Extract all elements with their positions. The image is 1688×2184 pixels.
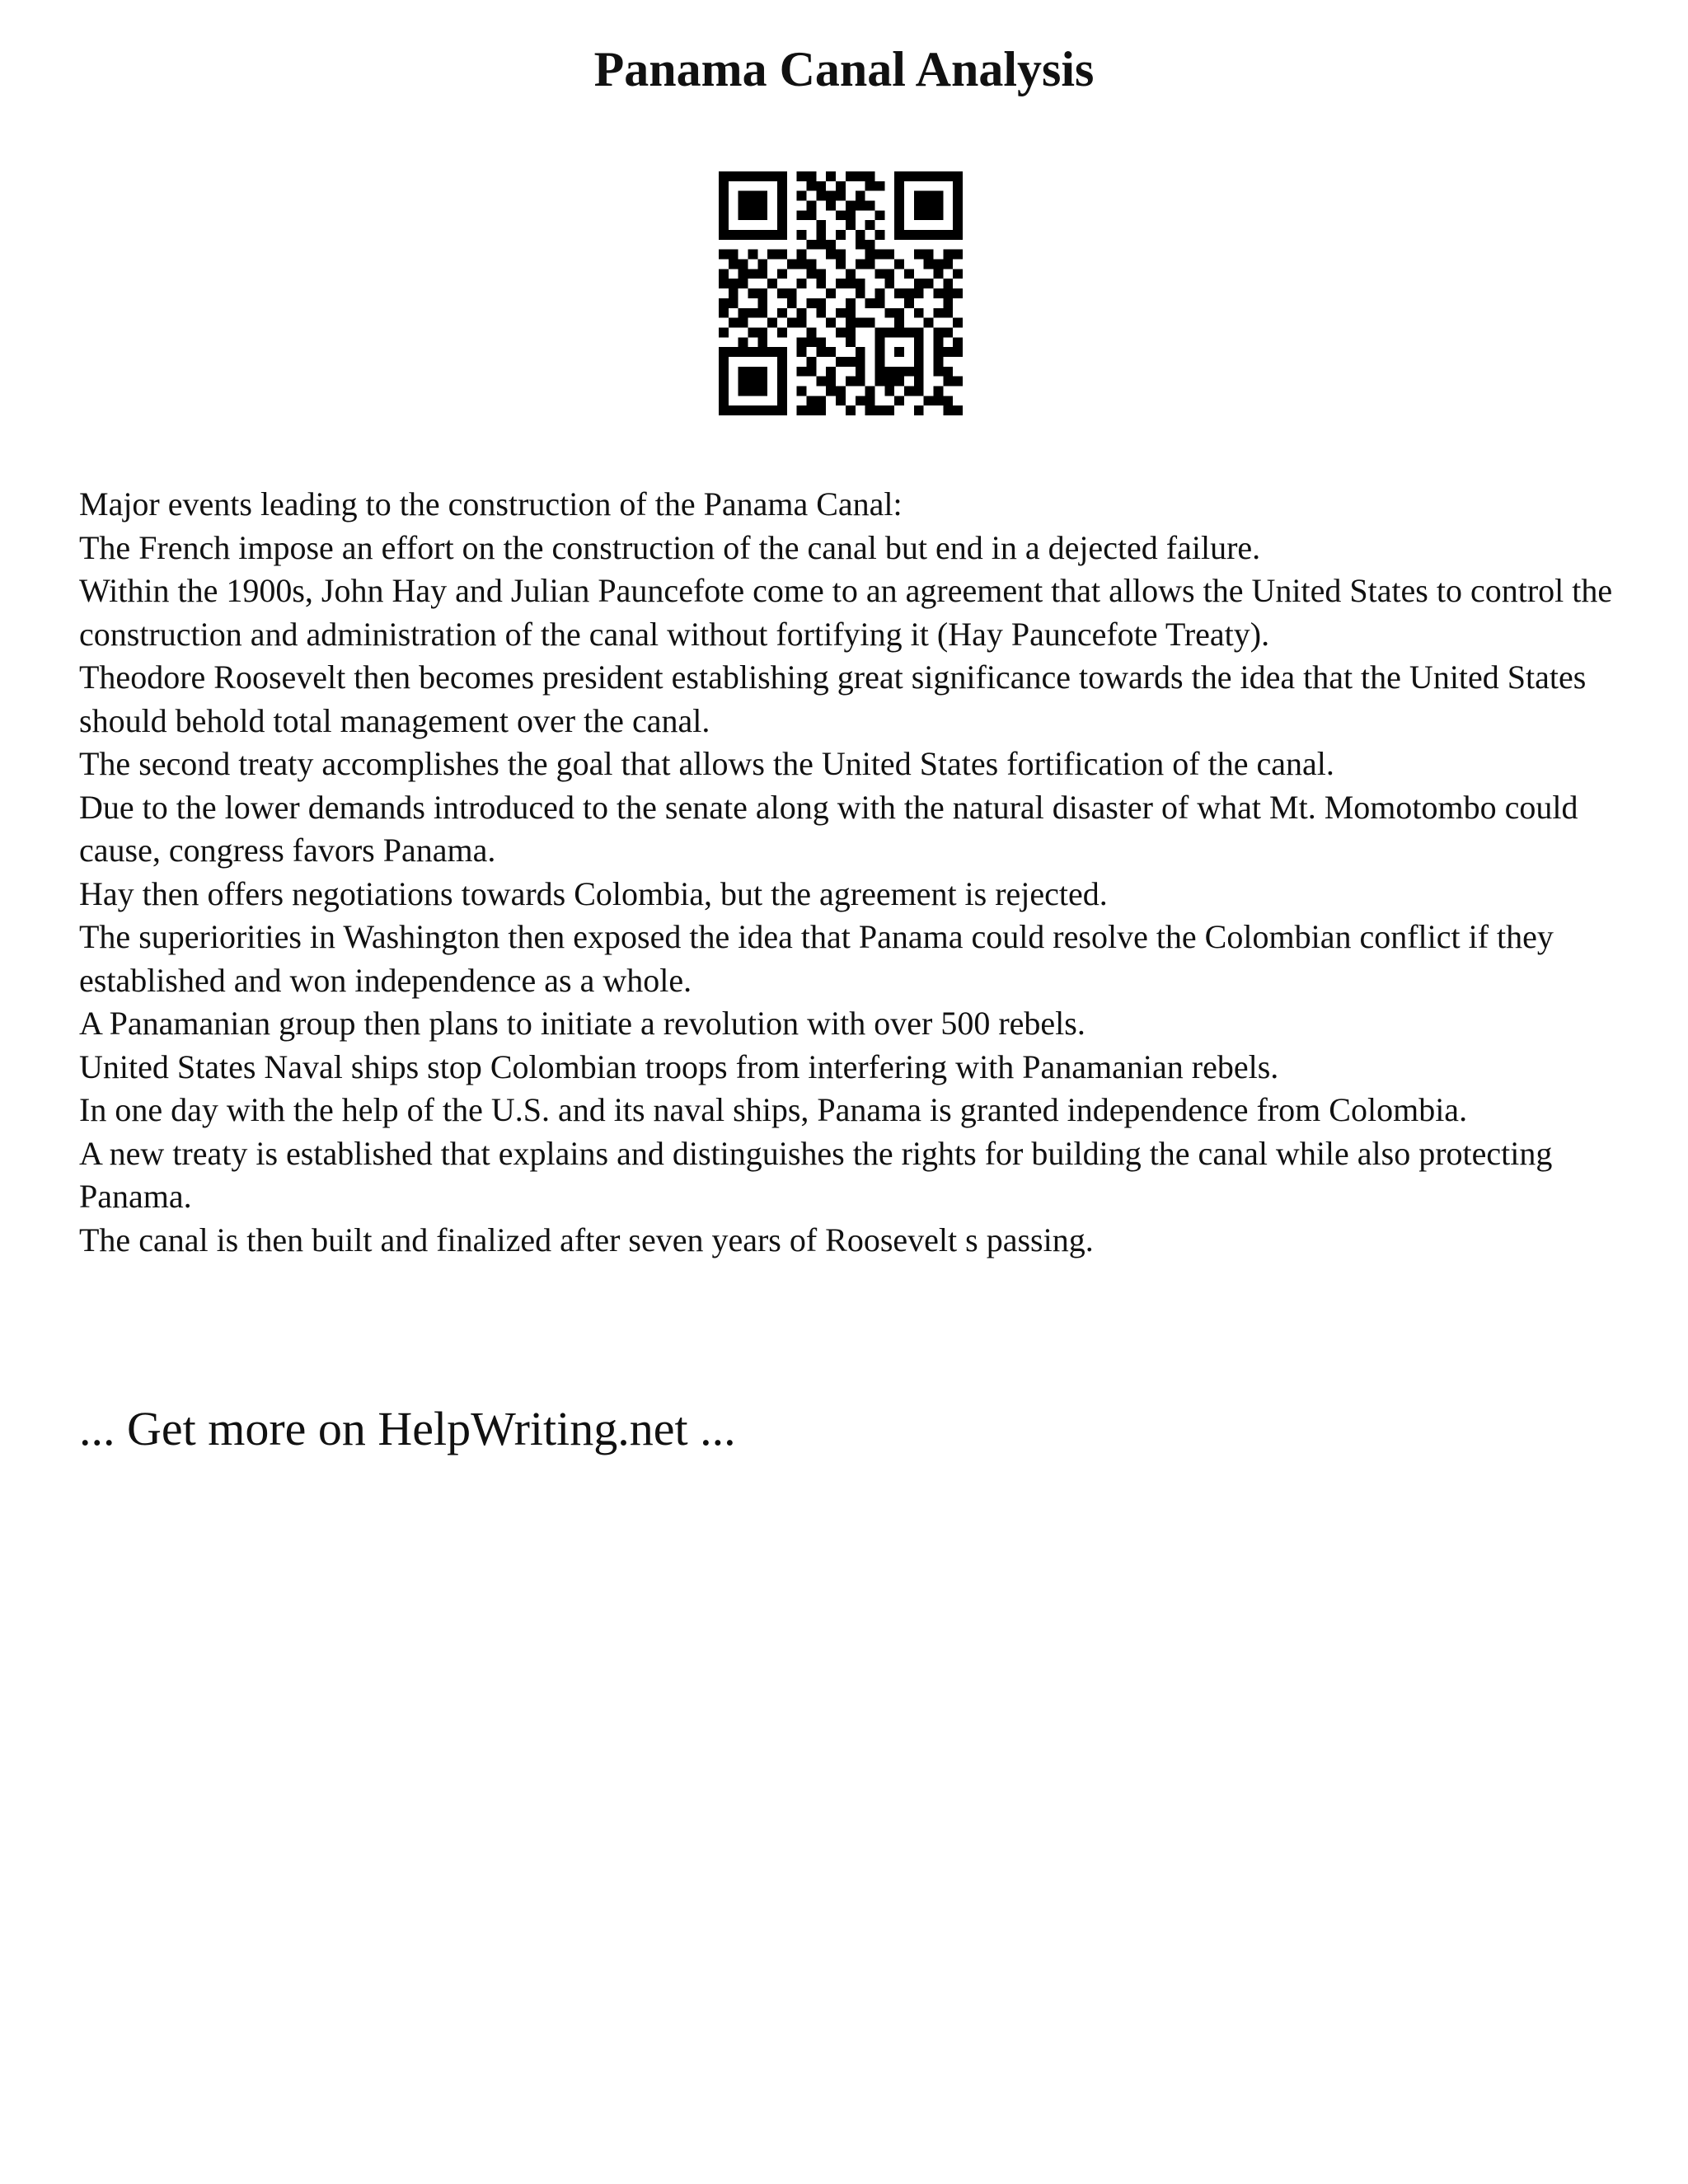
paragraph: Major events leading to the construction of the Panama Canal: [79,485,903,523]
qr-code-icon [719,171,963,415]
paragraph: The French impose an effort on the construction of the canal but end in a dejected failure. [79,528,1261,566]
page-title: Panama Canal Analysis [593,42,1095,96]
paragraph: A new treaty is established that explains and distinguishes the rights for building the canal while also protecting Panama. [79,1134,1553,1215]
paragraph: The canal is then built and finalized after seven years of Roosevelt s passing. [79,1221,1094,1258]
paragraph: In one day with the help of the U.S. and its naval ships, Panama is granted independence from Colombia. [79,1091,1468,1128]
paragraph: The second treaty accomplishes the goal that allows the United States fortification of the canal. [79,745,1334,782]
paragraph: Theodore Roosevelt then becomes president establishing great significance towards the idea that the United States should behold total management over the canal. [79,658,1587,739]
get-more-link[interactable]: ... Get more on HelpWriting.net ... [79,1402,736,1455]
paragraph: Hay then offers negotiations towards Colombia, but the agreement is rejected. [79,874,1108,912]
paragraph: United States Naval ships stop Colombian troops from interfering with Panamanian rebels. [79,1047,1279,1085]
paragraph: A Panamanian group then plans to initiate a revolution with over 500 rebels. [79,1005,1085,1042]
paragraph: The superiorities in Washington then exposed the idea that Panama could resolve the Colombian conflict if they established and won independence as a whole. [79,918,1554,999]
paragraph: Within the 1900s, John Hay and Julian Pauncefote come to an agreement that allows the United States to control the construction and administration of the canal without fortifying it (Hay Pauncefote Treaty). [79,572,1613,653]
article-body [79,483,1629,1262]
paragraph: Due to the lower demands introduced to the senate along with the natural disaster of what Mt. Momotombo could cause, congress favors Panama. [79,788,1578,869]
